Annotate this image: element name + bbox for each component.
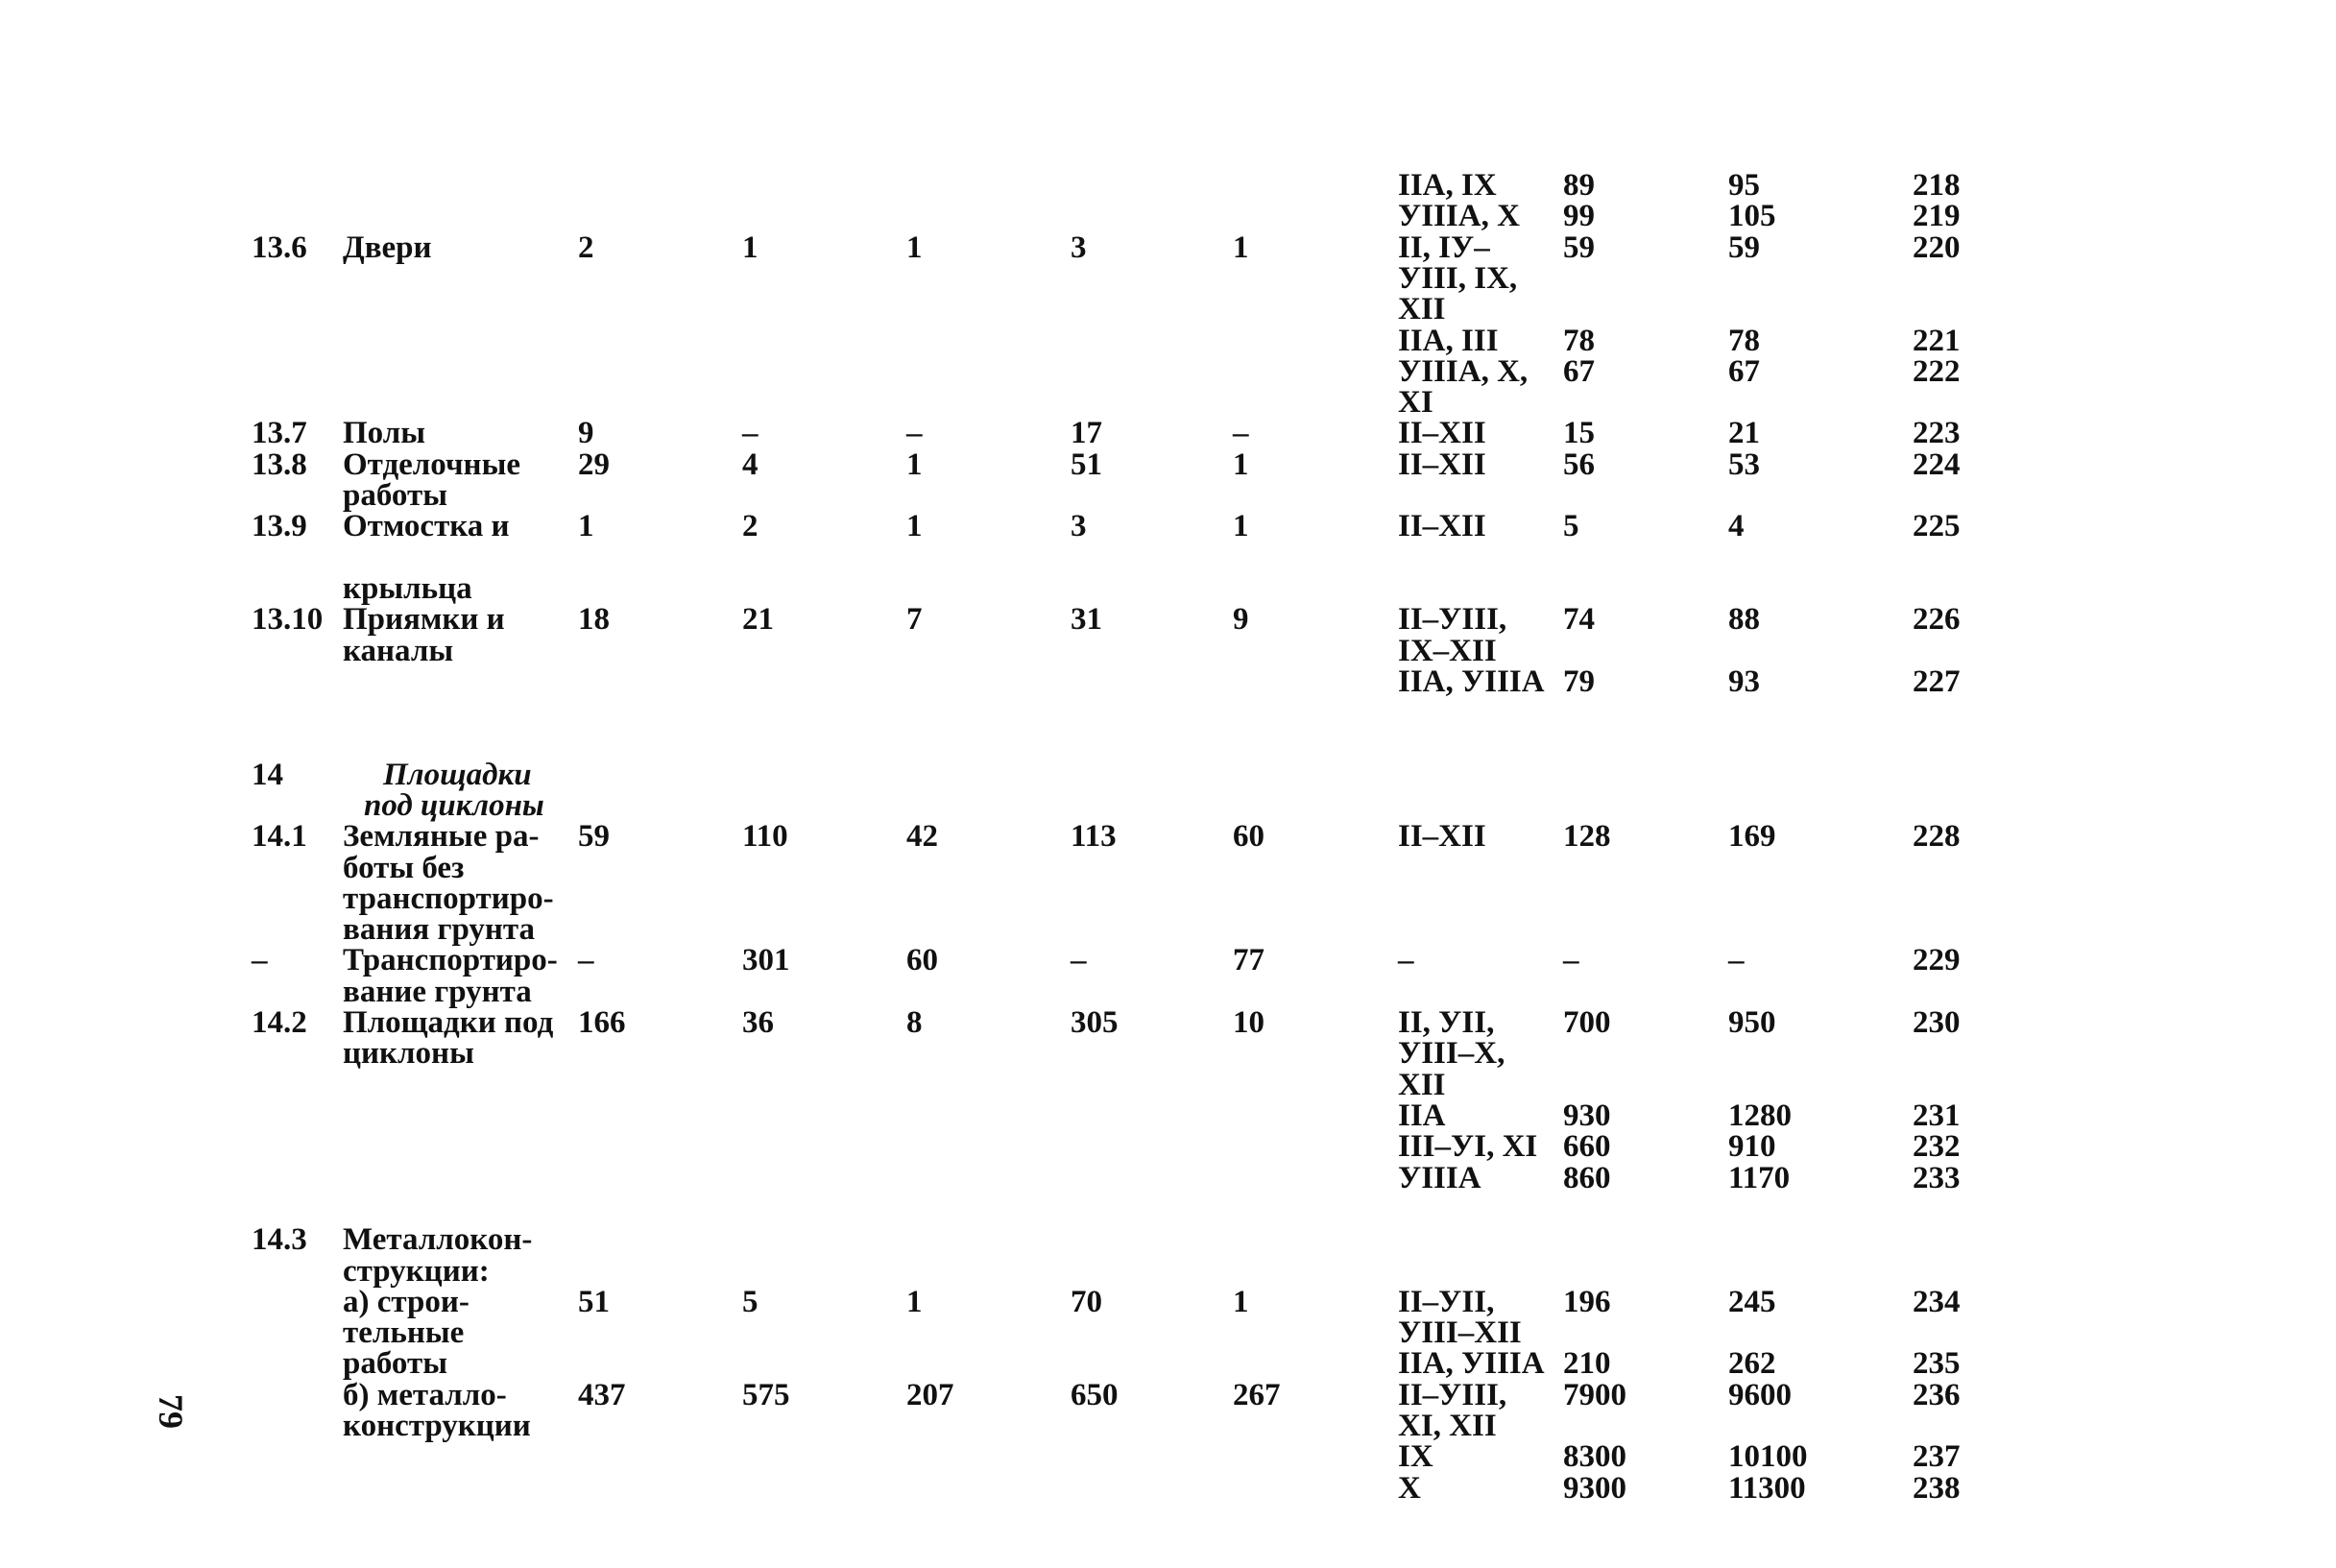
name-cell: циклоны — [343, 1036, 474, 1071]
name-cell: а) строи- — [343, 1285, 470, 1319]
value-cell: 18 — [578, 602, 610, 637]
value-cell: УIIIA — [1398, 1161, 1481, 1195]
value-cell: 437 — [578, 1378, 626, 1412]
value-cell: – — [1563, 943, 1579, 977]
value-cell: IIA, IX — [1398, 168, 1497, 203]
value-cell: 245 — [1728, 1285, 1776, 1319]
value-cell: II–XII — [1398, 509, 1486, 543]
name-cell: Площадки — [383, 758, 532, 792]
name-cell: Металлокон- — [343, 1222, 533, 1257]
value-cell: 234 — [1913, 1285, 1961, 1319]
value-cell: 237 — [1913, 1439, 1961, 1474]
value-cell: 10100 — [1728, 1439, 1808, 1474]
value-cell: 10 — [1233, 1005, 1264, 1040]
value-cell: 196 — [1563, 1285, 1611, 1319]
value-cell: – — [1233, 416, 1249, 450]
value-cell: – — [1728, 943, 1745, 977]
value-cell: 60 — [1233, 819, 1264, 854]
value-cell: 219 — [1913, 199, 1961, 233]
name-cell: Отмостка и — [343, 509, 510, 543]
value-cell: 59 — [578, 819, 610, 854]
value-cell: 222 — [1913, 354, 1961, 389]
value-cell: 67 — [1563, 354, 1595, 389]
value-cell: 220 — [1913, 230, 1961, 265]
value-cell: 31 — [1071, 602, 1102, 637]
value-cell: 59 — [1728, 230, 1760, 265]
value-cell: II–XII — [1398, 447, 1486, 482]
row-number-cell: – — [252, 943, 268, 977]
value-cell: 77 — [1233, 943, 1264, 977]
value-cell: 700 — [1563, 1005, 1611, 1040]
name-cell: Полы — [343, 416, 426, 450]
value-cell: 95 — [1728, 168, 1760, 203]
value-cell: II–XII — [1398, 819, 1486, 854]
name-cell: Приямки и — [343, 602, 505, 637]
value-cell: 7900 — [1563, 1378, 1626, 1412]
value-cell: 11300 — [1728, 1471, 1806, 1506]
value-cell: 89 — [1563, 168, 1595, 203]
value-cell: 17 — [1071, 416, 1102, 450]
value-cell: УIII–XII — [1398, 1315, 1522, 1350]
value-cell: 21 — [1728, 416, 1760, 450]
value-cell: 235 — [1913, 1346, 1961, 1381]
value-cell: 56 — [1563, 447, 1595, 482]
value-cell: 42 — [906, 819, 938, 854]
value-cell: 910 — [1728, 1129, 1776, 1164]
value-cell: 2 — [742, 509, 759, 543]
value-cell: 207 — [906, 1378, 954, 1412]
name-cell: Двери — [343, 230, 432, 265]
value-cell: 224 — [1913, 447, 1961, 482]
value-cell: 1 — [742, 230, 759, 265]
value-cell: 232 — [1913, 1129, 1961, 1164]
value-cell: 105 — [1728, 199, 1776, 233]
name-cell: тельные — [343, 1315, 465, 1350]
value-cell: IIA, УIIIA — [1398, 664, 1545, 699]
value-cell: III–УI, XI — [1398, 1129, 1538, 1164]
name-cell: б) металло- — [343, 1378, 507, 1412]
value-cell: II, IУ– — [1398, 230, 1490, 265]
value-cell: 29 — [578, 447, 610, 482]
value-cell: УIIIA, X — [1398, 199, 1520, 233]
value-cell: 1 — [1233, 509, 1249, 543]
value-cell: 166 — [578, 1005, 626, 1040]
name-cell: Отделочные — [343, 447, 520, 482]
value-cell: 36 — [742, 1005, 774, 1040]
value-cell: 51 — [1071, 447, 1102, 482]
value-cell: IX — [1398, 1439, 1433, 1474]
value-cell: 1 — [906, 509, 923, 543]
name-cell: каналы — [343, 634, 454, 668]
value-cell: 1 — [1233, 447, 1249, 482]
name-cell: работы — [343, 1346, 447, 1381]
value-cell: 262 — [1728, 1346, 1776, 1381]
value-cell: 3 — [1071, 509, 1087, 543]
value-cell: 233 — [1913, 1161, 1961, 1195]
value-cell: 74 — [1563, 602, 1595, 637]
value-cell: 99 — [1563, 199, 1595, 233]
row-number-cell: 13.8 — [252, 447, 307, 482]
value-cell: 78 — [1563, 324, 1595, 358]
value-cell: II, УII, — [1398, 1005, 1495, 1040]
name-cell: конструкции — [343, 1409, 531, 1443]
page-number: 79 — [152, 1394, 190, 1429]
value-cell: – — [578, 943, 594, 977]
value-cell: II–УIII, — [1398, 1378, 1507, 1412]
value-cell: 5 — [1563, 509, 1579, 543]
name-cell: вание грунта — [343, 975, 532, 1009]
value-cell: 70 — [1071, 1285, 1102, 1319]
value-cell: 226 — [1913, 602, 1961, 637]
value-cell: 15 — [1563, 416, 1595, 450]
value-cell: – — [1071, 943, 1087, 977]
row-number-cell: 14.3 — [252, 1222, 307, 1257]
row-number-cell: 13.7 — [252, 416, 307, 450]
value-cell: IIA — [1398, 1098, 1446, 1133]
value-cell: 950 — [1728, 1005, 1776, 1040]
value-cell: 9 — [1233, 602, 1249, 637]
value-cell: – — [742, 416, 759, 450]
value-cell: 51 — [578, 1285, 610, 1319]
row-number-cell: 13.10 — [252, 602, 324, 637]
value-cell: – — [1398, 943, 1414, 977]
value-cell: 78 — [1728, 324, 1760, 358]
value-cell: 59 — [1563, 230, 1595, 265]
value-cell: 267 — [1233, 1378, 1281, 1412]
value-cell: 860 — [1563, 1161, 1611, 1195]
value-cell: 128 — [1563, 819, 1611, 854]
value-cell: 9300 — [1563, 1471, 1626, 1506]
value-cell: 229 — [1913, 943, 1961, 977]
value-cell: 21 — [742, 602, 774, 637]
value-cell: XI — [1398, 385, 1433, 420]
name-cell: крыльца — [343, 571, 472, 606]
value-cell: 305 — [1071, 1005, 1119, 1040]
value-cell: 8 — [906, 1005, 923, 1040]
name-cell: Транспортиро- — [343, 943, 558, 977]
row-number-cell: 14.1 — [252, 819, 307, 854]
value-cell: – — [906, 416, 923, 450]
value-cell: X — [1398, 1471, 1421, 1506]
row-number-cell: 14.2 — [252, 1005, 307, 1040]
value-cell: 225 — [1913, 509, 1961, 543]
value-cell: 1 — [906, 230, 923, 265]
value-cell: 9 — [578, 416, 594, 450]
value-cell: 227 — [1913, 664, 1961, 699]
value-cell: 2 — [578, 230, 594, 265]
value-cell: 113 — [1071, 819, 1117, 854]
value-cell: 236 — [1913, 1378, 1961, 1412]
value-cell: 1 — [1233, 230, 1249, 265]
value-cell: II–УIII, — [1398, 602, 1507, 637]
value-cell: 210 — [1563, 1346, 1611, 1381]
value-cell: 228 — [1913, 819, 1961, 854]
value-cell: IIA, III — [1398, 324, 1499, 358]
value-cell: 1 — [906, 447, 923, 482]
value-cell: 9600 — [1728, 1378, 1792, 1412]
value-cell: 231 — [1913, 1098, 1961, 1133]
value-cell: 238 — [1913, 1471, 1961, 1506]
value-cell: УIII–X, — [1398, 1036, 1505, 1071]
value-cell: 1 — [1233, 1285, 1249, 1319]
value-cell: 3 — [1071, 230, 1087, 265]
value-cell: 930 — [1563, 1098, 1611, 1133]
value-cell: 8300 — [1563, 1439, 1626, 1474]
value-cell: 650 — [1071, 1378, 1119, 1412]
value-cell: IIA, УIIIA — [1398, 1346, 1545, 1381]
value-cell: 221 — [1913, 324, 1961, 358]
value-cell: 301 — [742, 943, 790, 977]
name-cell: Земляные ра- — [343, 819, 540, 854]
value-cell: 5 — [742, 1285, 759, 1319]
name-cell: работы — [343, 478, 447, 513]
name-cell: Площадки под — [343, 1005, 554, 1040]
row-number-cell: 13.6 — [252, 230, 307, 265]
value-cell: 53 — [1728, 447, 1760, 482]
value-cell: 79 — [1563, 664, 1595, 699]
value-cell: 1280 — [1728, 1098, 1792, 1133]
value-cell: УIII, IX, — [1398, 261, 1518, 296]
value-cell: 223 — [1913, 416, 1961, 450]
value-cell: 660 — [1563, 1129, 1611, 1164]
value-cell: II–XII — [1398, 416, 1486, 450]
value-cell: XII — [1398, 292, 1446, 326]
value-cell: 88 — [1728, 602, 1760, 637]
value-cell: 1170 — [1728, 1161, 1791, 1195]
name-cell: боты без — [343, 851, 465, 885]
name-cell: вания грунта — [343, 912, 535, 947]
value-cell: 1 — [906, 1285, 923, 1319]
value-cell: 218 — [1913, 168, 1961, 203]
value-cell: XII — [1398, 1068, 1446, 1102]
value-cell: XI, XII — [1398, 1409, 1497, 1443]
value-cell: IX–XII — [1398, 634, 1497, 668]
name-cell: струкции: — [343, 1254, 490, 1289]
value-cell: 169 — [1728, 819, 1776, 854]
name-cell: транспортиро- — [343, 881, 554, 916]
value-cell: 230 — [1913, 1005, 1961, 1040]
value-cell: 67 — [1728, 354, 1760, 389]
value-cell: 575 — [742, 1378, 790, 1412]
value-cell: 1 — [578, 509, 594, 543]
value-cell: 60 — [906, 943, 938, 977]
value-cell: 4 — [742, 447, 759, 482]
name-cell: под циклоны — [364, 788, 544, 823]
row-number-cell: 13.9 — [252, 509, 307, 543]
value-cell: 110 — [742, 819, 788, 854]
value-cell: 93 — [1728, 664, 1760, 699]
value-cell: УIIIA, X, — [1398, 354, 1529, 389]
value-cell: 7 — [906, 602, 923, 637]
row-number-cell: 14 — [252, 758, 283, 792]
value-cell: II–УII, — [1398, 1285, 1495, 1319]
value-cell: 4 — [1728, 509, 1745, 543]
